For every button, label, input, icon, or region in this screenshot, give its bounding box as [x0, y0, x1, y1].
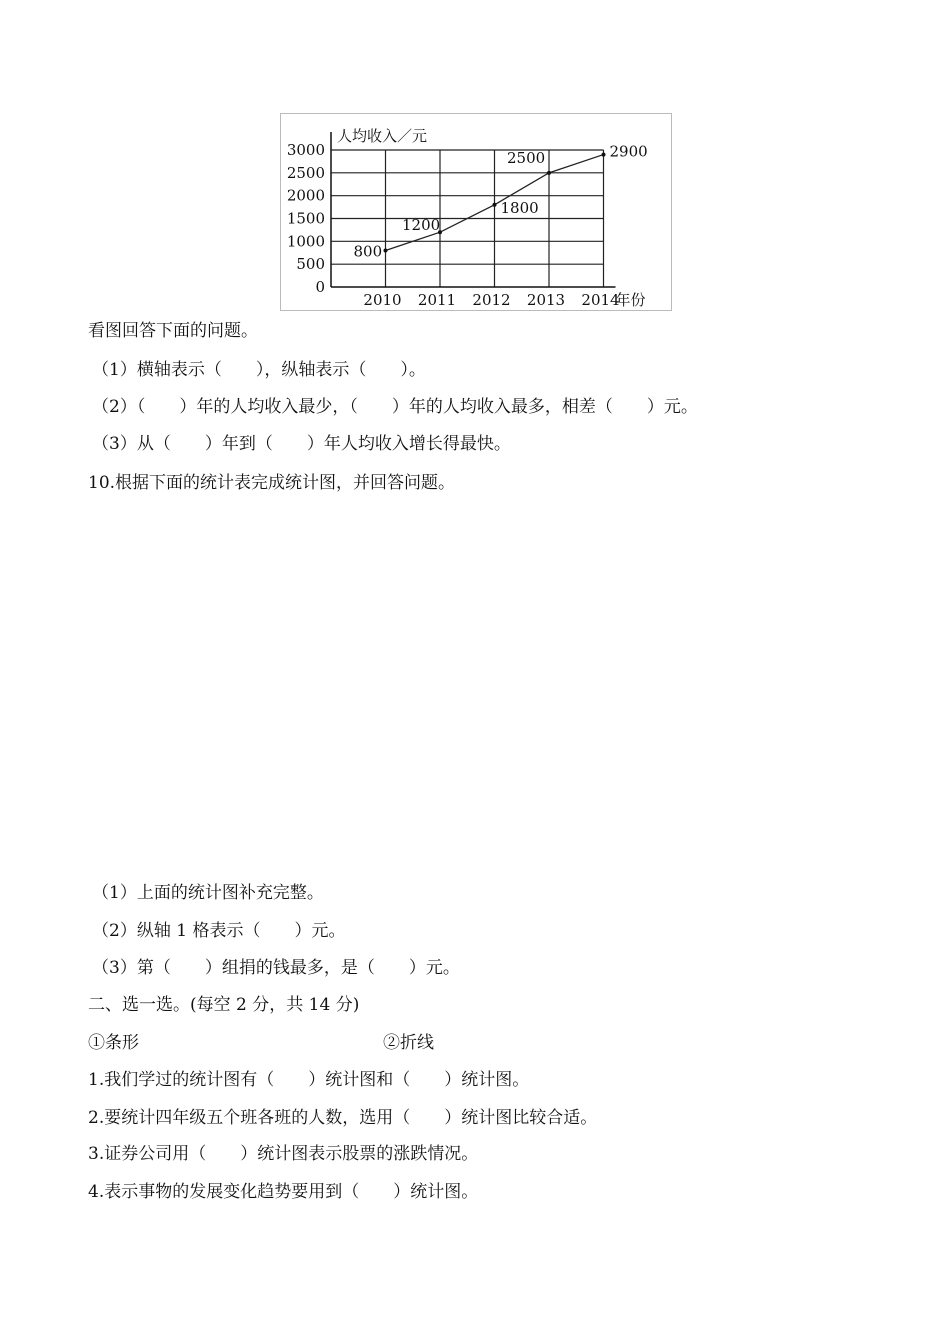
x-axis-label: 年份 [615, 291, 646, 309]
y-tick-label: 1500 [286, 209, 325, 228]
choice-question-1: 1.我们学过的统计图有（ ）统计图和（ ）统计图。 [88, 1070, 530, 1090]
question-intro: 看图回答下面的问题。 [88, 321, 258, 341]
choice-question-3: 3.证券公司用（ ）统计图表示股票的涨跌情况。 [88, 1144, 479, 1164]
y-tick-label: 0 [315, 278, 325, 296]
y-tick-label: 3000 [286, 141, 325, 159]
data-point [547, 171, 551, 175]
x-tick-label: 2010 [363, 291, 402, 309]
data-label: 800 [353, 242, 383, 261]
option-1: ①条形 [88, 1033, 139, 1053]
option-2: ②折线 [383, 1033, 434, 1053]
x-tick-label: 2014 [581, 291, 620, 309]
y-tick-label: 500 [296, 255, 325, 274]
data-point [384, 248, 388, 252]
data-point [493, 203, 497, 207]
sub-question-3: （3）第（ ）组捐的钱最多，是（ ）元。 [92, 958, 460, 978]
y-tick-label: 2500 [286, 163, 325, 182]
y-tick-label: 1000 [286, 232, 325, 251]
y-axis-label: 人均收入／元 [337, 127, 428, 145]
sub-question-2: （2）纵轴 1 格表示（ ）元。 [92, 921, 346, 941]
data-label: 1200 [402, 216, 441, 235]
sub-question-1: （1）上面的统计图补充完整。 [92, 883, 324, 903]
y-tick-label: 2000 [286, 186, 325, 205]
income-line-chart [280, 113, 672, 311]
section-2-heading: 二、选一选。(每空 2 分，共 14 分) [88, 995, 360, 1015]
choice-question-4: 4.表示事物的发展变化趋势要用到（ ）统计图。 [88, 1182, 479, 1202]
question-3: （3）从（ ）年到（ ）年人均收入增长得最快。 [92, 434, 511, 454]
question-1: （1）横轴表示（ ），纵轴表示（ ）。 [92, 360, 426, 380]
question-2: （2）（ ）年的人均收入最少，（ ）年的人均收入最多，相差（ ）元。 [92, 397, 698, 417]
question-10: 10.根据下面的统计表完成统计图，并回答问题。 [88, 473, 456, 493]
data-point [602, 153, 606, 157]
x-tick-label: 2012 [472, 291, 511, 309]
x-tick-label: 2013 [526, 291, 566, 309]
data-label: 2500 [507, 148, 546, 167]
choice-question-2: 2.要统计四年级五个班各班的人数，选用（ ）统计图比较合适。 [88, 1108, 598, 1128]
chart-svg [281, 114, 671, 310]
data-label: 1800 [500, 198, 539, 217]
x-tick-label: 2011 [417, 291, 457, 309]
data-label: 2900 [609, 142, 648, 161]
